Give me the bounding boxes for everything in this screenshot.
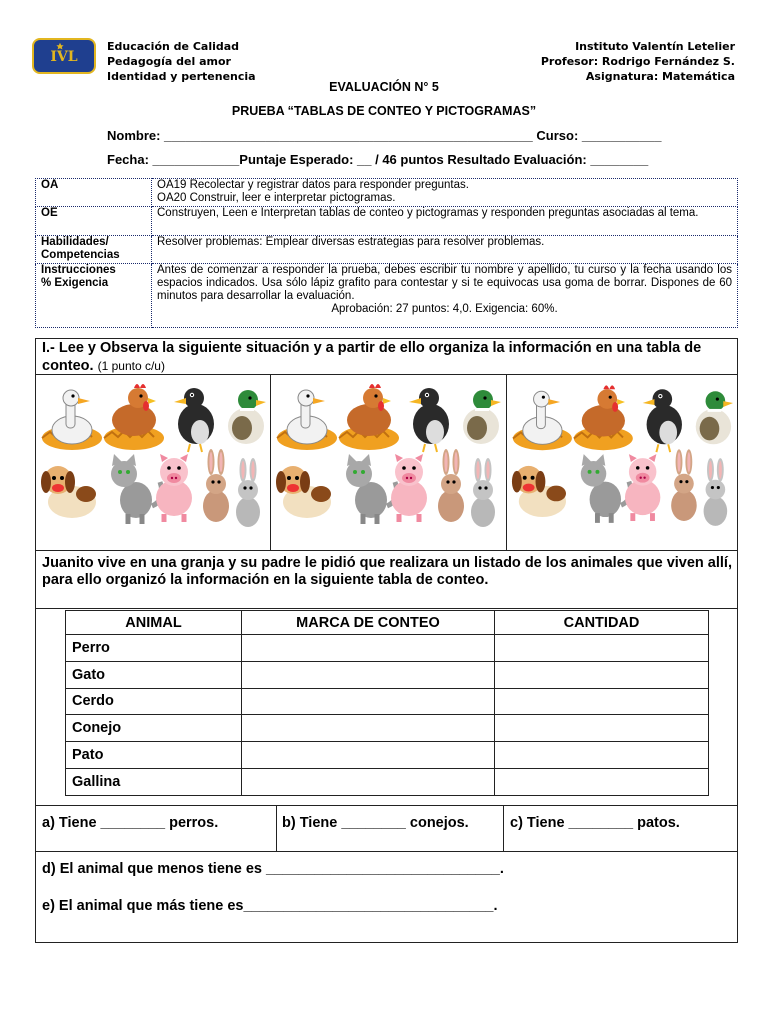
table-row — [66, 715, 709, 742]
animal-panel-2 — [273, 374, 505, 550]
question-e[interactable]: e) El animal que más tiene es_______________________________. — [42, 898, 498, 914]
skills-label-line: Competencias — [41, 249, 120, 261]
divider — [506, 374, 507, 550]
quantity-cell[interactable] — [495, 715, 709, 742]
animal-cell: Perro — [66, 635, 242, 662]
instructions-content — [152, 264, 738, 328]
section-1-points: (1 punto c/u) — [97, 359, 165, 373]
divider — [276, 805, 277, 851]
divider — [35, 550, 738, 551]
divider — [35, 608, 738, 609]
evaluation-title: EVALUACIÓN N° 5 — [329, 80, 439, 94]
oa-label: OA — [36, 179, 152, 207]
table-row — [66, 635, 709, 662]
farm-animals-scene — [41, 384, 266, 527]
skills-label — [36, 236, 152, 264]
tally-cell[interactable] — [242, 768, 495, 795]
instructions-label-line: Instrucciones — [41, 264, 116, 276]
motto-line: Pedagogía del amor — [107, 55, 231, 68]
story-text: Juanito vive en una granja y su padre le pidió que realizara un listado de los animales que viven allí, para ello organizó la información en la siguiente tabla de conteo. — [42, 555, 732, 588]
question-a[interactable]: a) Tiene ________ perros. — [42, 815, 219, 831]
objectives-table — [35, 178, 738, 328]
institute-name: Instituto Valentín Letelier — [575, 40, 735, 53]
section-1-instruction: I.- Lee y Observa la siguiente situación y a partir de ello organiza la información en una tabla de conteo. — [42, 340, 702, 374]
oa-line: OA20 Construir, leer e interpretar pictogramas. — [157, 192, 396, 204]
skills-text: Resolver problemas: Emplear diversas estrategias para resolver problemas. — [152, 236, 738, 264]
animal-panel-3 — [509, 374, 737, 550]
oa-line: OA19 Recolectar y registrar datos para responder preguntas. — [157, 179, 469, 191]
col-header-tally: MARCA DE CONTEO — [242, 611, 495, 635]
animal-panel-1 — [38, 374, 270, 550]
oa-content — [152, 179, 738, 207]
farm-animals-scene — [512, 385, 733, 526]
section-1-title — [42, 339, 732, 375]
animal-cell: Conejo — [66, 715, 242, 742]
test-title: PRUEBA “TABLAS DE CONTEO Y PICTOGRAMAS” — [231, 104, 537, 118]
tally-cell[interactable] — [242, 715, 495, 742]
tally-cell[interactable] — [242, 688, 495, 715]
question-d[interactable]: d) El animal que menos tiene es _____________________________. — [42, 861, 504, 877]
motto-line: Identidad y pertenencia — [107, 70, 256, 83]
question-c[interactable]: c) Tiene ________ patos. — [510, 815, 680, 831]
divider — [35, 851, 738, 852]
school-logo — [32, 38, 96, 74]
farm-animals-scene — [276, 384, 501, 527]
logo-text: IVL — [50, 49, 78, 65]
table-row — [66, 742, 709, 769]
tally-cell[interactable] — [242, 742, 495, 769]
table-row — [66, 661, 709, 688]
tally-table — [65, 610, 709, 796]
animal-cell: Gato — [66, 661, 242, 688]
col-header-animal: ANIMAL — [66, 611, 242, 635]
instructions-label — [36, 264, 152, 328]
animal-cell: Gallina — [66, 768, 242, 795]
divider — [270, 374, 271, 550]
date-line[interactable]: Fecha: ____________Puntaje Esperado: __ / 46 puntos Resultado Evaluación: ________ — [107, 152, 649, 167]
school-mottos — [107, 39, 256, 84]
table-row — [66, 688, 709, 715]
instructions-label-line: % Exigencia — [41, 277, 109, 289]
oe-label: OE — [36, 207, 152, 236]
quantity-cell[interactable] — [495, 688, 709, 715]
approval-text: Aprobación: 27 puntos: 4,0. Exigencia: 60%. — [331, 303, 558, 315]
quantity-cell[interactable] — [495, 742, 709, 769]
skills-label-line: Habilidades/ — [41, 236, 109, 248]
subject-name: Asignatura: Matemática — [585, 70, 735, 83]
quantity-cell[interactable] — [495, 768, 709, 795]
name-line[interactable]: Nombre: ___________________________________________________ Curso: ___________ — [107, 128, 662, 143]
motto-line: Educación de Calidad — [107, 40, 240, 53]
divider — [35, 805, 738, 806]
school-info — [541, 39, 735, 84]
oe-text: Construyen, Leen e Interpretan tablas de conteo y pictogramas y responden preguntas asociadas al tema. — [152, 207, 738, 236]
animal-cell: Pato — [66, 742, 242, 769]
divider — [503, 805, 504, 851]
quantity-cell[interactable] — [495, 635, 709, 662]
tally-cell[interactable] — [242, 635, 495, 662]
instructions-text: Antes de comenzar a responder la prueba, debes escribir tu nombre y apellido, tu curso y la fecha usando los espacios indicados. Usa sólo lápiz grafito para contestar y si te equivocas usa goma de borrar. Dispones de 60 minutos para desarrollar la evaluación. — [157, 264, 732, 302]
animal-cell: Cerdo — [66, 688, 242, 715]
quantity-cell[interactable] — [495, 661, 709, 688]
teacher-name: Profesor: Rodrigo Fernández S. — [540, 55, 735, 68]
tally-cell[interactable] — [242, 661, 495, 688]
table-row — [66, 768, 709, 795]
question-b[interactable]: b) Tiene ________ conejos. — [282, 815, 469, 831]
col-header-quantity: CANTIDAD — [495, 611, 709, 635]
